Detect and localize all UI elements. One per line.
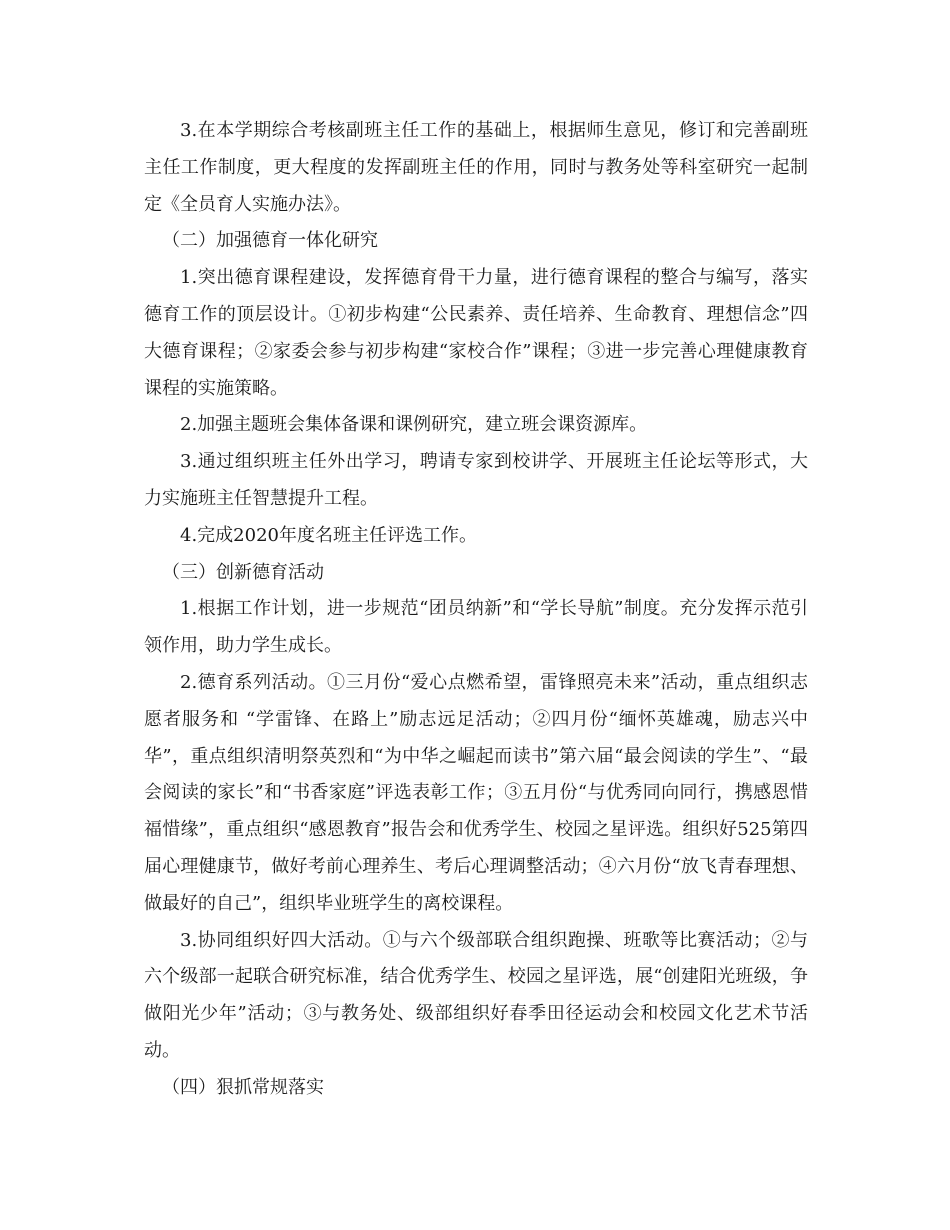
document-body [144, 113, 808, 1107]
paragraph-3-four-activities: 3.协同组织好四大活动。①与六个级部联合组织跑操、班歌等比赛活动；②与六个级部一起联合研究标准，结合优秀学生、校园之星评选，展“创建阳光班级，争做阳光少年”活动；③与教务处、级部组织好春季田径运动会和校园文化艺术节活动。 [144, 929, 808, 1061]
paragraph-3-head-teacher-training: 3.通过组织班主任外出学习，聘请专家到校讲学、开展班主任论坛等形式，大力实施班主任智慧提升工程。 [144, 451, 808, 509]
paragraph-2-activity-series: 2.德育系列活动。①三月份“爱心点燃希望，雷锋照亮未来”活动，重点组织志愿者服务和 “学雷锋、在路上”励志远足活动；②四月份“缅怀英雄魂，励志兴中华”，重点组织清明祭英烈和“为中华之崛起而读书”第六届“最会阅读的学生”、“最会阅读的家长”和“书香家庭”评选表彰工作；③五月份“与优秀同向同行，携感恩惜福惜缘”，重点组织“感恩教育”报告会和优秀学生、校园之星评选。组织好525第四届心理健康节，做好考前心理养生、考后心理调整活动；④六月份“放飞青春理想、做最好的自己”，组织毕业班学生的离校课程。 [144, 671, 808, 914]
paragraph-1-moral-curriculum: 1.突出德育课程建设，发挥德育骨干力量，进行德育课程的整合与编写，落实德育工作的顶层设计。①初步构建“公民素养、责任培养、生命教育、理想信念”四大德育课程；②家委会参与初步构建“家校合作”课程；③进一步完善心理健康教育课程的实施策略。 [144, 267, 808, 399]
section-heading-4: （四）狠抓常规落实 [162, 1076, 324, 1098]
section-heading-3: （三）创新德育活动 [162, 561, 324, 583]
paragraph-3-vice-head-teacher: 3.在本学期综合考核副班主任工作的基础上，根据师生意见，修订和完善副班主任工作制度，更大程度的发挥副班主任的作用，同时与教务处等科室研究一起制定《全员育人实施办法》。 [144, 120, 808, 215]
paragraph-2-class-meeting: 2.加强主题班会集体备课和课例研究，建立班会课资源库。 [180, 414, 648, 436]
paragraph-1-work-plan: 1.根据工作计划，进一步规范“团员纳新”和“学长导航”制度。充分发挥示范引领作用，助力学生成长。 [144, 598, 808, 657]
section-heading-2: （二）加强德育一体化研究 [162, 230, 378, 252]
paragraph-4-selection: 4.完成2020年度名班主任评选工作。 [180, 524, 477, 546]
